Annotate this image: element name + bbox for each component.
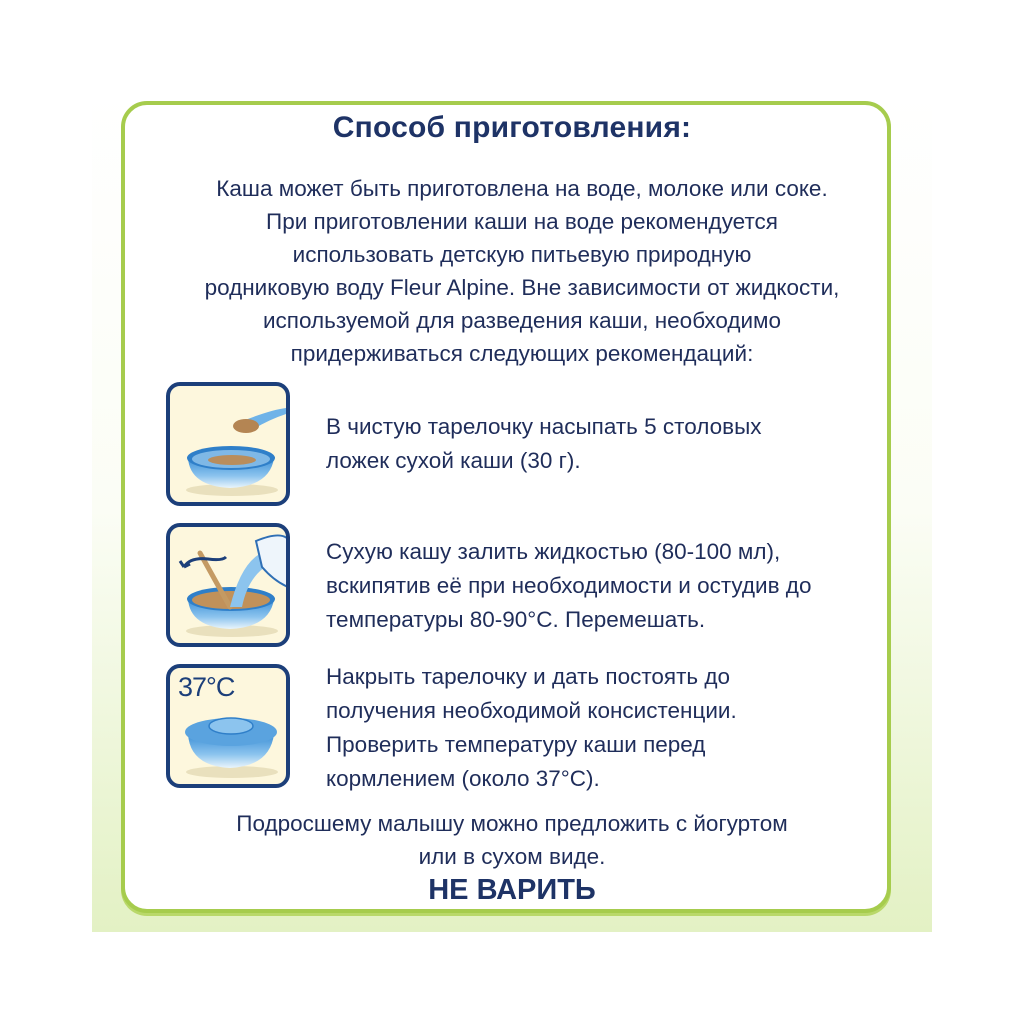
page-title: Способ приготовления: [332, 111, 692, 144]
footer-note [0, 807, 1024, 873]
footer-line: или в сухом виде. [418, 844, 606, 869]
step-line: Проверить температуру каши перед [326, 732, 706, 757]
footer-line: Подросшему малышу можно предложить с йогуртом [236, 811, 788, 836]
intro-line: использовать детскую питьевую природную [292, 242, 752, 267]
temperature-label: 37°C [178, 672, 235, 702]
intro-line: придерживаться следующих рекомендаций: [290, 341, 754, 366]
covered-bowl-temperature-icon [166, 664, 290, 788]
step-2-text [326, 535, 811, 637]
step-line: вскипятив её при необходимости и остудив до [326, 573, 812, 598]
warning-text: НЕ ВАРИТЬ [428, 874, 596, 906]
intro-paragraph [130, 172, 914, 370]
step-line: Накрыть тарелочку и дать постоять до [326, 664, 731, 689]
intro-line: При приготовлении каши на воде рекомендуется [266, 209, 778, 234]
step-line: ложек сухой каши (30 г). [326, 448, 581, 473]
step-line: кормлением (около 37°С). [326, 766, 600, 791]
intro-line: Каша может быть приготовлена на воде, молоке или соке. [216, 176, 828, 201]
bowl-spoon-icon [166, 382, 290, 506]
step-line: получения необходимой консистенции. [326, 698, 737, 723]
step-1-text [326, 410, 762, 478]
step-3-text [326, 660, 737, 796]
bowl-pour-stir-icon [166, 523, 290, 647]
step-line: температуры 80-90°С. Перемешать. [326, 607, 706, 632]
step-line: В чистую тарелочку насыпать 5 столовых [326, 414, 762, 439]
step-line: Сухую кашу залить жидкостью (80-100 мл), [326, 539, 781, 564]
intro-line: используемой для разведения каши, необходимо [262, 308, 782, 333]
intro-line: родниковую воду Fleur Alpine. Вне зависимости от жидкости, [204, 275, 840, 300]
